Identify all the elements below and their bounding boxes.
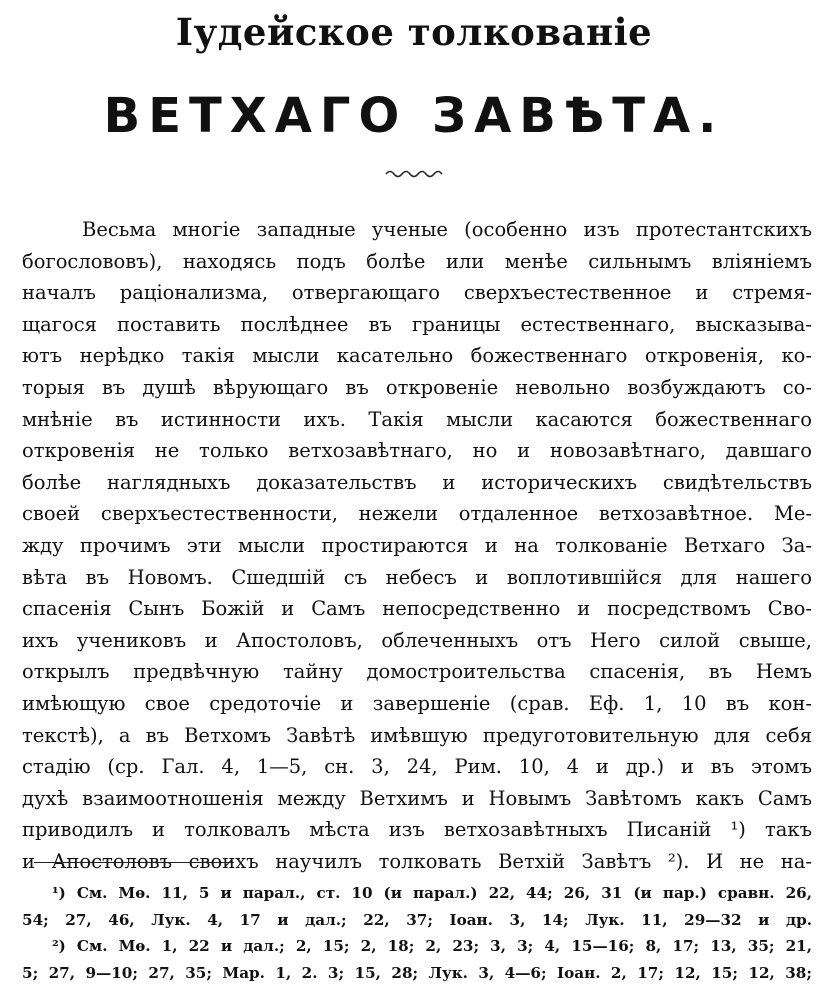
body-line: богослововъ), находясь подъ болѣе или менѣе сильнымъ вліяніемъ [22, 249, 812, 273]
footnote-line: 5; 27, 9—10; 27, 35; Мар. 1, 2. 3; 15, 28; Лук. 3, 4—6; Іоан. 2, 17; 12, 15; 12, 38; [22, 963, 812, 982]
body-line: стадію (ср. Гал. 4, 1—5, сн. 3, 24, Рим. 10, 4 и др.) и въ этомъ [22, 755, 812, 779]
body-line: жду прочимъ эти мысли простираются и на толкованіе Ветхаго За- [22, 533, 812, 557]
body-line: и Апостоловъ своихъ научилъ толковать Ветхій Завѣтъ ²). И не на- [22, 849, 812, 873]
footnote-line: 54; 27, 46, Лук. 4, 17 и дал.; 22, 37; Іоан. 3, 14; Лук. 11, 29—32 и др. [22, 910, 812, 929]
heading-line-1: Іудейское толкованіе [175, 10, 653, 54]
footnote-line: ¹) См. Мѳ. 11, 5 и парал., ст. 10 (и парал.) 22, 44; 26, 31 (и пар.) сравн. 26, [52, 884, 812, 902]
body-line: спасенія Сынъ Божій и Самъ непосредственно и посредствомъ Сво- [22, 597, 812, 621]
body-paragraph [22, 214, 812, 877]
footnote-divider [34, 862, 234, 863]
body-line: приводилъ и толковалъ мѣста изъ ветхозавѣтныхъ Писаній ¹) такъ [22, 818, 812, 842]
body-line: щагося поставить послѣднее въ границы естественнаго, высказыва- [22, 312, 812, 336]
body-line: Весьма многіе западные ученые (особенно изъ протестантскихъ [82, 218, 812, 241]
body-line: текстѣ), а въ Ветхомъ Завѣтѣ имѣвшую предуготовительную для себя [22, 723, 812, 747]
body-line: началъ раціонализма, отвергающаго сверхъестественное и стремя- [22, 281, 812, 305]
body-line: открылъ предвѣчную тайну домостроительства спасенія, въ Немъ [22, 660, 812, 684]
body-line: имѣющую свое средоточіе и завершеніе (срав. Еф. 1, 10 въ кон- [22, 691, 812, 715]
body-line: мнѣніе въ истинности ихъ. Такія мысли касаются божественнаго [22, 407, 812, 431]
body-line: духѣ взаимоотношенія между Ветхимъ и Новымъ Завѣтомъ какъ Самъ [22, 786, 812, 810]
body-line: вѣта въ Новомъ. Сшедшій съ небесъ и воплотившійся для нашего [22, 565, 812, 589]
body-line: болѣе наглядныхъ доказательствъ и историческихъ свидѣтельствъ [22, 470, 812, 494]
body-line: своей сверхъестественности, нежели отдаленное ветхозавѣтное. Ме- [22, 502, 812, 526]
body-line: ихъ учениковъ и Апостоловъ, облеченныхъ отъ Него силой свыше, [22, 628, 812, 652]
footnote-line: ²) См. Мѳ. 1, 22 и дал.; 2, 15; 2, 18; 2, 23; 3, 3; 4, 15—16; 8, 17; 13, 35; 21, [52, 937, 812, 955]
body-line: ютъ нерѣдко такія мысли касательно божественнаго откровенія, ко- [22, 344, 812, 368]
heading-line-2: ВЕТХАГО ЗАВѢТА. [103, 88, 725, 144]
footnotes [22, 880, 812, 986]
body-line: торыя въ душѣ вѣрующаго въ откровеніе невольно возбуждаютъ со- [22, 375, 812, 399]
wave-ornament-icon [384, 166, 444, 180]
body-line: откровенія не только ветхозавѣтнаго, но и новозавѣтнаго, давшаго [22, 439, 812, 463]
